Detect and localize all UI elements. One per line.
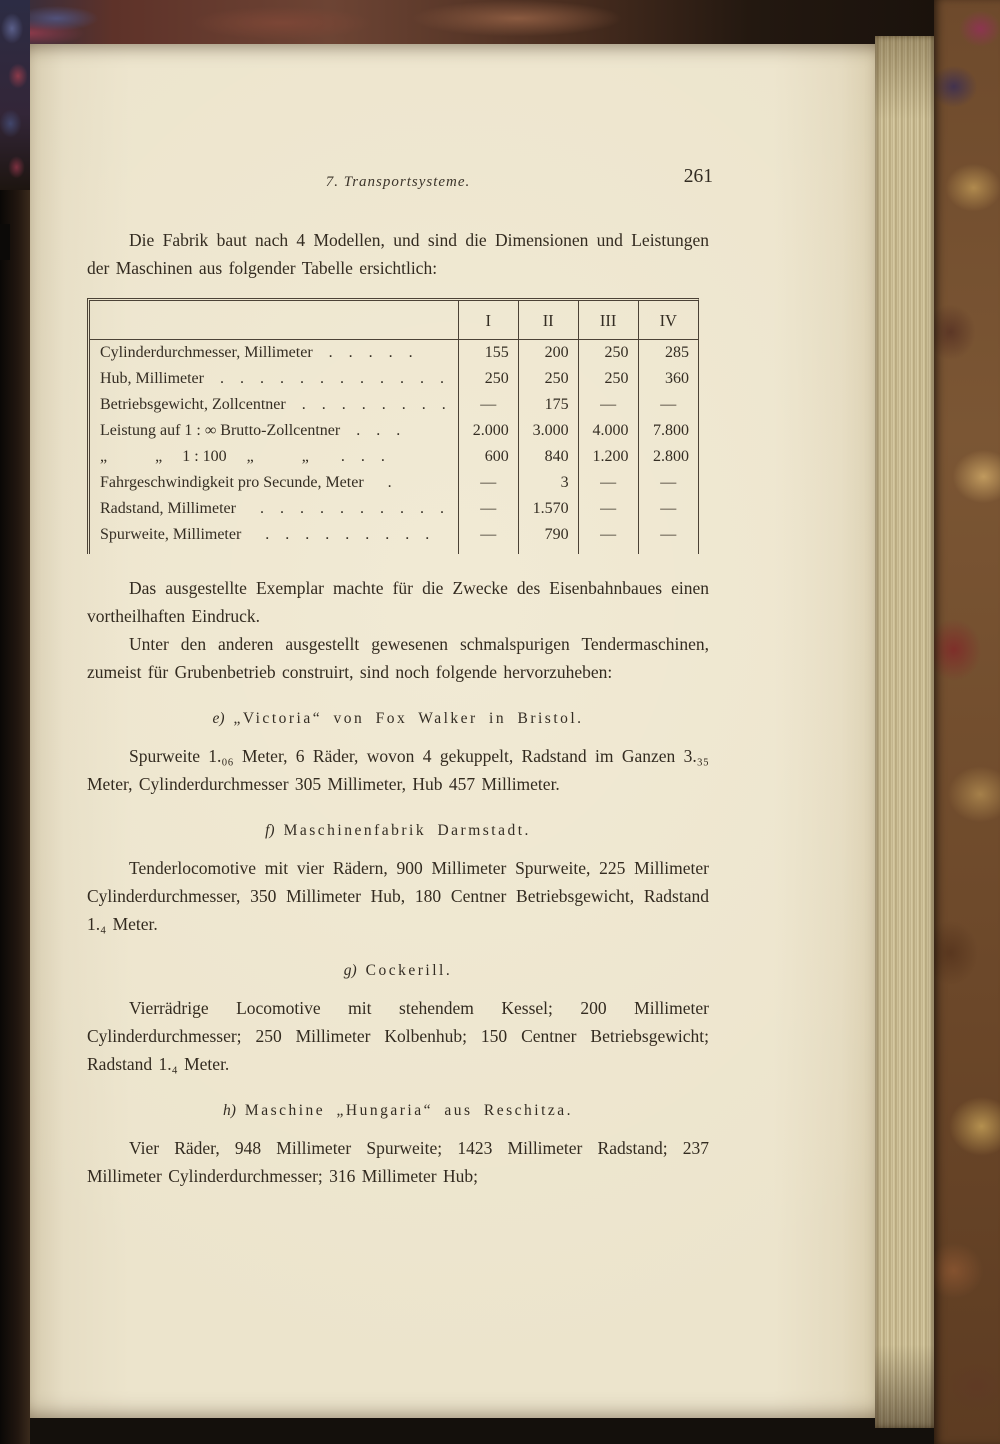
row-value: 1.570 [518,496,578,522]
row-value: 3.000 [518,418,578,444]
row-value: — [638,392,698,418]
table-row [90,522,698,554]
row-label: Hub, Millimeter . . . . . . . . . . . . [100,370,444,387]
row-value: — [458,392,518,418]
table-header-row [90,301,698,340]
section-title-h: Maschine „Hungaria“ aus Reschitza. [244,1102,574,1119]
row-value: 7.800 [638,418,698,444]
row-value: 600 [458,444,518,470]
row-value: 155 [458,340,518,367]
table-row [90,444,698,470]
row-value: 1.200 [578,444,638,470]
row-value: 175 [518,392,578,418]
dimensions-table [87,298,699,554]
exemplar-paragraph: Das ausgestellte Exemplar machte für die Zwecke des Eisenbahnbaues einen vortheilhaften Eindruck. [87,578,709,626]
row-value: 360 [638,366,698,392]
row-value: — [638,470,698,496]
page-number: 261 [683,166,713,187]
row-value: 200 [518,340,578,367]
table-row [90,418,698,444]
section-letter-h: h) [222,1102,236,1119]
table-col-header: II [518,301,578,340]
section-body-h: Vier Räder, 948 Millimeter Spurweite; 1423 Millimeter Radstand; 237 Millimeter Cylinderdurchmesser; 316 Millimeter Hub; [87,1138,709,1186]
row-value: — [578,496,638,522]
spine-marble [0,0,30,190]
table-body [90,340,698,555]
table-row [90,470,698,496]
row-label: Spurweite, Millimeter . . . . . . . . . [100,526,430,543]
row-value: — [638,496,698,522]
section-heading-h [87,1102,709,1120]
section-letter-g: g) [343,962,357,979]
row-value: — [458,522,518,554]
row-value: — [458,496,518,522]
section-letter-f: f) [265,822,275,839]
table-corner-cell [90,301,458,340]
row-label: „ „ 1 : 100 „ „ . . . [100,448,385,465]
book-cover-marble [934,0,1000,1444]
dimensions-table-grid [90,301,698,554]
table-row [90,392,698,418]
row-value: 840 [518,444,578,470]
page-content [87,44,713,1190]
table-col-header: III [578,301,638,340]
table-col-header: I [458,301,518,340]
row-value: 790 [518,522,578,554]
row-value: 250 [578,340,638,367]
row-label: Fahrgeschwindigkeit pro Secunde, Meter . [100,474,392,491]
row-label: Cylinderdurchmesser, Millimeter . . . . . [100,344,413,361]
row-value: — [578,522,638,554]
section-heading-f [87,822,709,840]
row-value: 250 [518,366,578,392]
running-head [87,166,713,200]
intro-paragraph: Die Fabrik baut nach 4 Modellen, und sind die Dimensionen und Leistungen der Maschinen aus folgender Tabelle ersichtlich: [87,230,709,278]
section-body-f: Tenderlocomotive mit vier Rädern, 900 Millimeter Spurweite, 225 Millimeter Cylinderdurchmesser, 350 Millimeter Hub, 180 Centner Betriebsgewicht, Radstand 1.₄ Meter. [87,858,709,934]
section-heading-e [87,710,709,728]
top-cover-band [0,0,940,46]
section-title-f: Maschinenfabrik Darmstadt. [283,822,531,839]
row-value: 250 [578,366,638,392]
row-value: — [458,470,518,496]
book-spine [0,0,30,1444]
table-col-header: IV [638,301,698,340]
section-body-g: Vierrädrige Locomotive mit stehendem Kessel; 200 Millimeter Cylinderdurchmesser; 250 Millimeter Kolbenhub; 150 Centner Betriebsgewicht; Radstand 1.₄ Meter. [87,998,709,1074]
row-value: 250 [458,366,518,392]
page-edge-stack [875,36,937,1428]
row-value: 4.000 [578,418,638,444]
row-value: 285 [638,340,698,367]
chapter-title: 7. Transportsysteme. [325,174,471,190]
row-value: — [578,470,638,496]
section-title-g: Cockerill. [365,962,453,979]
table-row [90,340,698,367]
row-label: Radstand, Millimeter . . . . . . . . . . [100,500,444,517]
bookmark-notch [0,224,10,260]
row-value: — [638,522,698,554]
row-label: Leistung auf 1 : ∞ Brutto-Zollcentner . . . [100,422,401,439]
section-body-e: Spurweite 1.₀₆ Meter, 6 Räder, wovon 4 gekuppelt, Radstand im Ganzen 3.₃₅ Meter, Cylinderdurchmesser 305 Millimeter, Hub 457 Millimeter. [87,746,709,794]
table-row [90,366,698,392]
table-row [90,496,698,522]
section-letter-e: e) [212,710,225,727]
section-title-e: „Victoria“ von Fox Walker in Bristol. [233,710,584,727]
section-heading-g [87,962,709,980]
row-value: 2.800 [638,444,698,470]
book-page [30,44,875,1418]
row-value: 2.000 [458,418,518,444]
row-label: Betriebsgewicht, Zollcentner . . . . . . . . [100,396,446,413]
row-value: 3 [518,470,578,496]
unter-paragraph: Unter den anderen ausgestellt gewesenen schmalspurigen Tendermaschinen, zumeist für Grubenbetrieb construirt, sind noch folgende hervorzuheben: [87,634,709,682]
row-value: — [578,392,638,418]
